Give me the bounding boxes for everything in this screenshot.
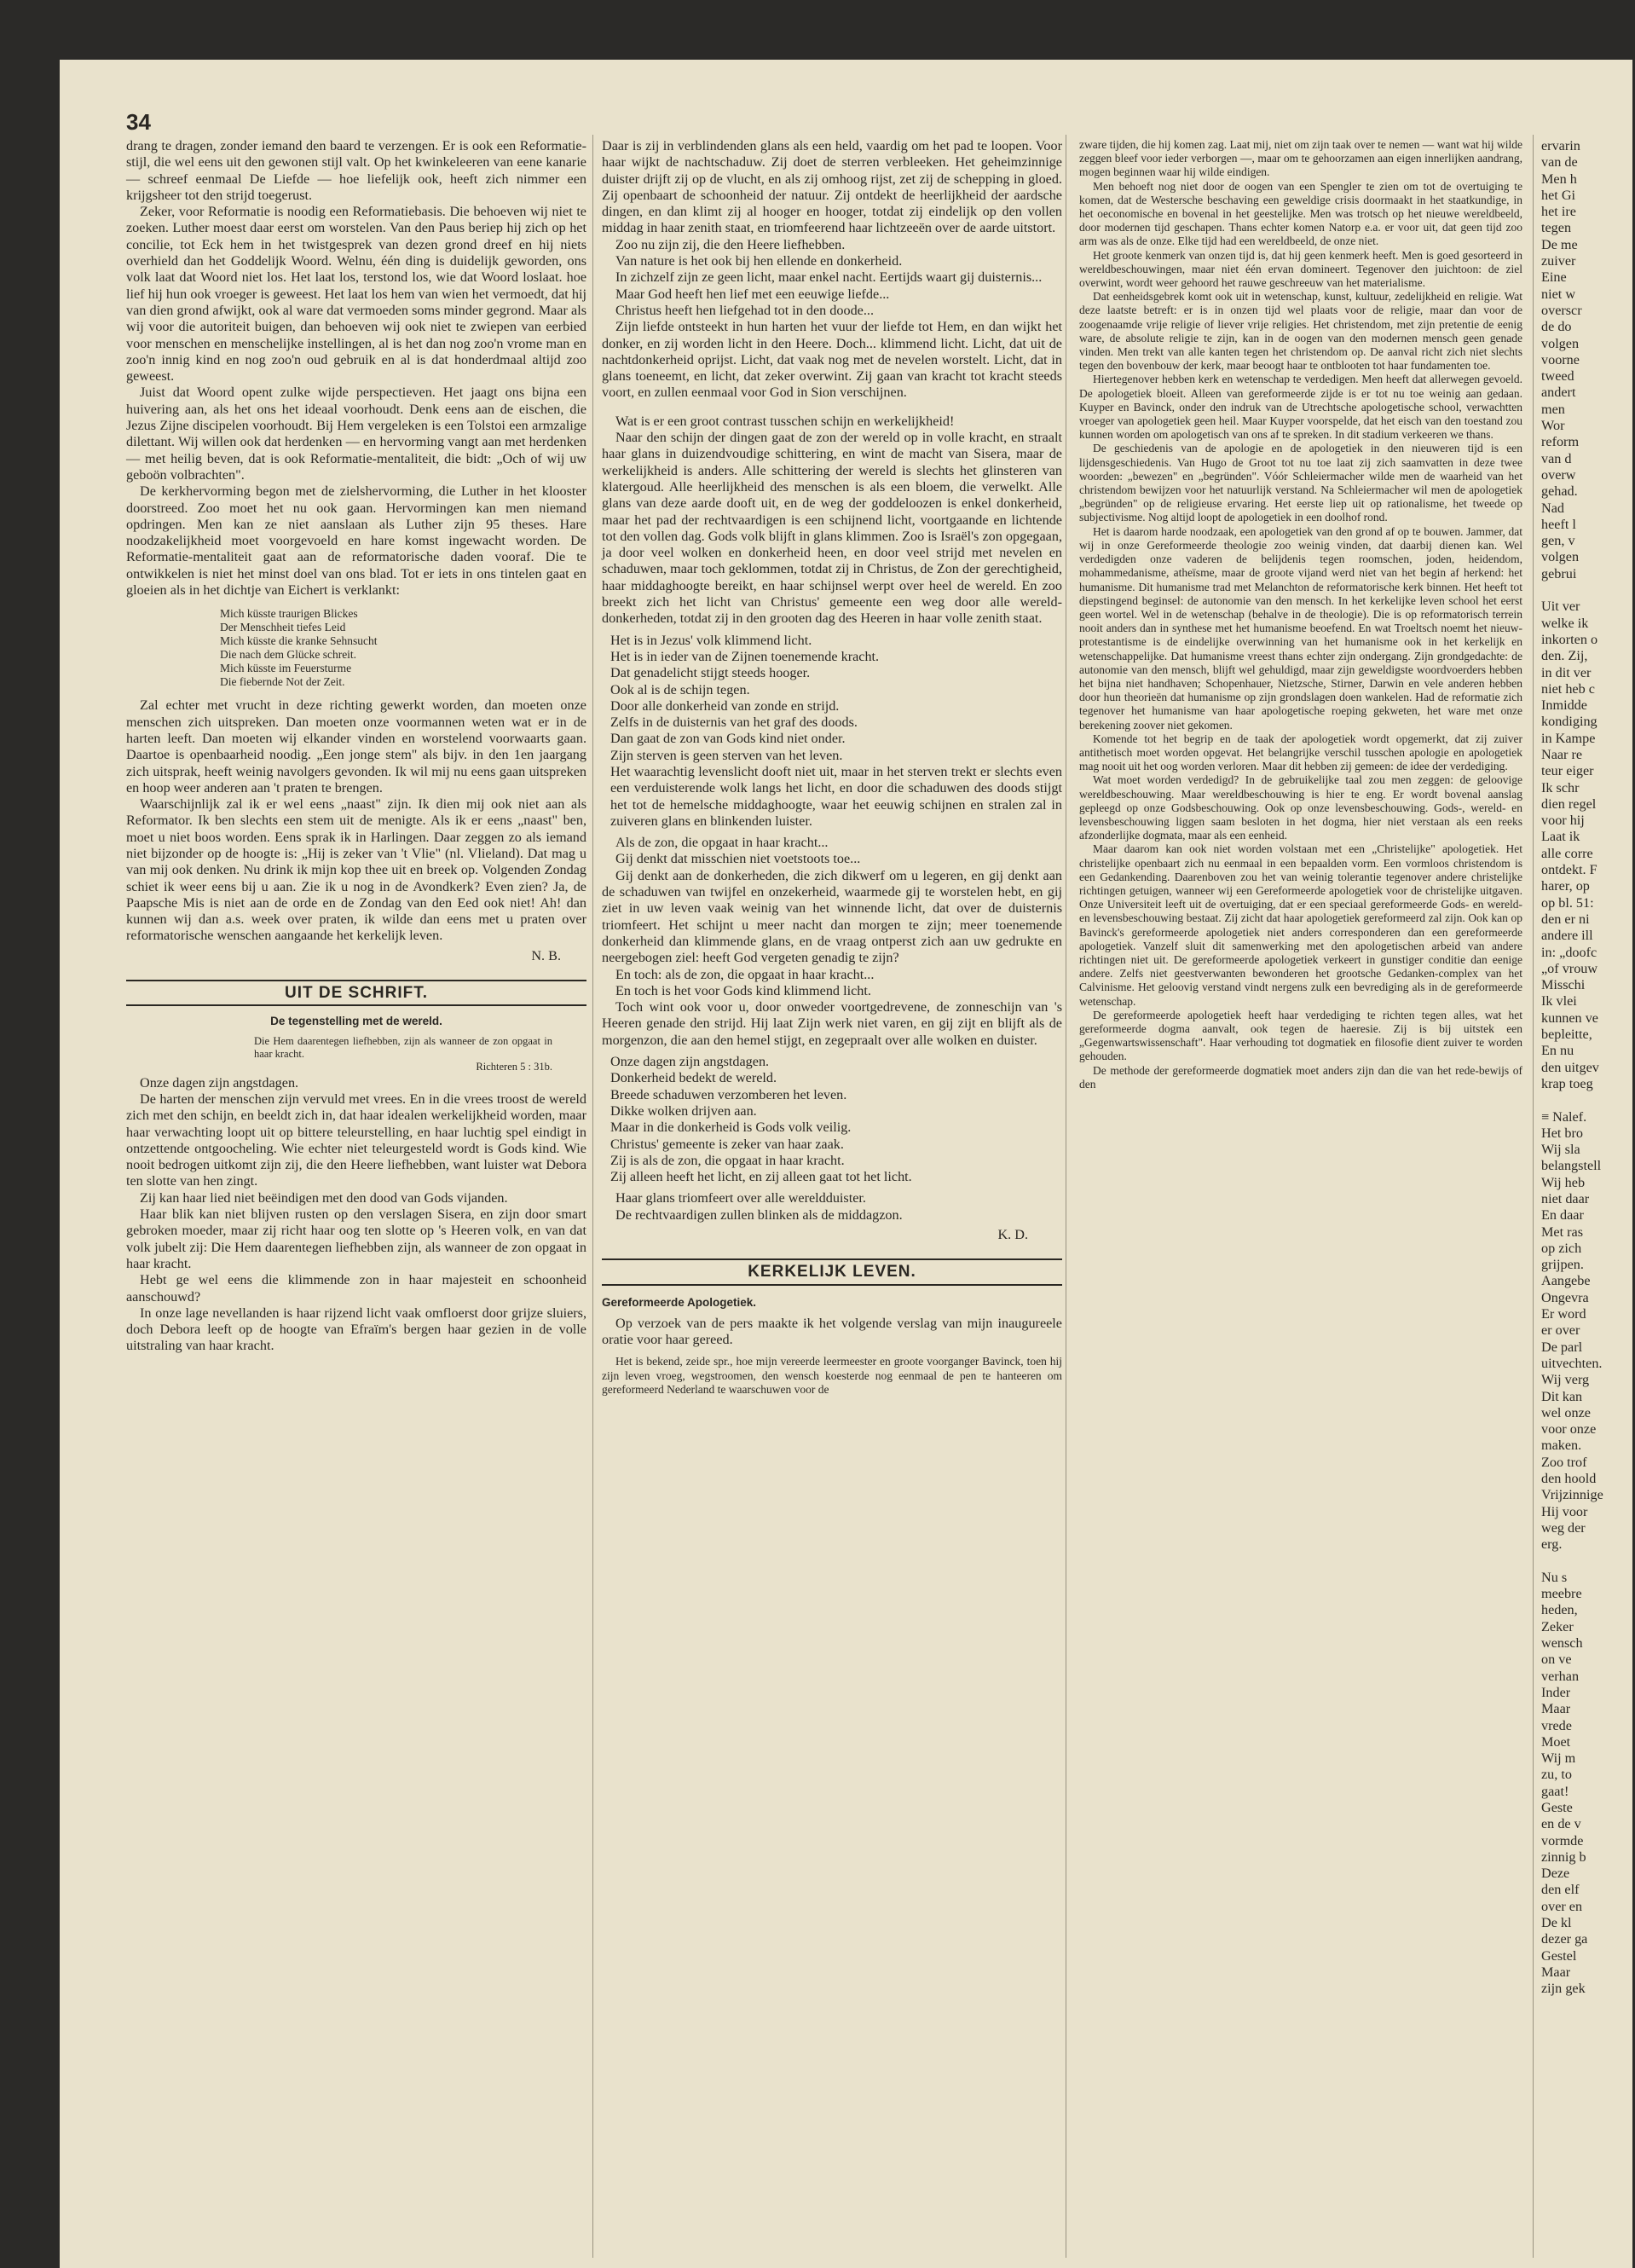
paragraph: Hiertegenover hebben kerk en wetenschap te verdedigen. Men heeft dat allerwegen gevoeld. De apologetiek bloeit. Alleen van gereformeerde zijde is er tot nu toe weinig aan gedaan. Kuyper en Bavinck, onder den indruk van de Utrechtsche apologetische school, verwachtten vroeger van apologetiek geen heil. Maar Kuyper voorspelde, dat het eisch van den toestand zou kunnen worden om apologetisch van ons af te spreken. In dit stadium verkeeren we thans. [1079, 373, 1522, 442]
text-line: Gestel [1541, 1947, 1577, 1964]
text-line: uitvechten. [1541, 1355, 1603, 1371]
text-line: Eine [1541, 269, 1567, 286]
text-line: Inmidde [1541, 697, 1587, 714]
paragraph: De harten der menschen zijn vervuld met vrees. En in die vrees troost de wereld zich met den schijn, en beeldt zich in, dat haar idealen werkelijkheid worden, maar haar verwachting loopt uit op bittere teleurstelling, en haar luchtig spel eindigt in ontzettende ontgoocheling. Wie echter niet teleurgesteld wordt is Gods kind. Wie nooit bedrogen uitkomt zijn zij, die den Heere liefhebben, want luister wat Debora ten slotte van hen zingt. [126, 1091, 586, 1189]
text-line: alle corre [1541, 845, 1593, 861]
text-line: inkorten o [1541, 631, 1598, 647]
verse-line: Dat genadelicht stijgt steeds hooger. [610, 665, 811, 681]
text-line: Wij m [1541, 1750, 1576, 1767]
text-line: den er ni [1541, 911, 1590, 927]
paragraph: Juist dat Woord opent zulke wijde perspectieven. Het jaagt ons bijna een huivering aan, als het ons het ideaal voorhoudt. Denk eens aan de eischen, die Jezus Zijne discipelen voorhoudt. Bij Hem vergeleken is een Tolstoi een armzalige dilettant. Wij willen ook dat herdenken — en hervorming vangt aan met herdenken — met heilig beven, dat is ook Reformatie-mentaliteit, die bidt: „Och of wij uw geboön volbrachten". [126, 385, 586, 483]
text-line: heeft l [1541, 516, 1576, 532]
paragraph: Zal echter met vrucht in deze richting gewerkt worden, dan moeten onze menschen zich uitspreken. Dan moeten onze voormannen weten wat er in de harten leeft. Dan moeten wij elkander vinden en worstelend voorwaarts gaan. Daartoe is openbaarheid noodig. „Een jonge stem" als bijv. in den 1en jaargang zich uitsprak, heeft weinig navolgers gevonden. Ik wil mij nu eens gaan uitspreken en hoop weer anderen aan 't praten te brengen. [126, 697, 586, 796]
paragraph: Het groote kenmerk van onzen tijd is, dat hij geen kenmerk heeft. Men is goed gesorteerd in wereldbeschouwingen, maar niet één ervan domineert. Tegenover den juichtoon: de ziel overwint, wordt weer gehoord het rauwe geschreeuw van het materialisme. [1079, 248, 1522, 290]
paragraph: Daar is zij in verblindenden glans als een held, vaardig om het pad te loopen. Voor haar wijkt de nachtschaduw. Zij doet de sterren verbleeken. Het geheimzinnige duister drijft zij op de vlucht, en als zij omhoog rijst, zet zij de schepping in gloed. Zij openbaart de schoonheid der natuur. Zij ontdekt de heerlijkheid der aardsche dingen, en dan klimt zij al hooger en hooger, totdat zij eindelijk op den vollen middag in haar zenith staat, en triomfeerend haar lichtzeeën over de aarde uitstort. [602, 138, 1062, 236]
text-line: de do [1541, 319, 1572, 335]
text-line: ontdekt. F [1541, 862, 1597, 878]
text-line: krap toeg [1541, 1075, 1593, 1091]
verse-block [610, 633, 1062, 830]
text-line: dien regel [1541, 796, 1597, 812]
text-line: Wor [1541, 418, 1565, 434]
verse-line: Ook al is de schijn tegen. [610, 681, 750, 697]
paragraph: Hebt ge wel eens die klimmende zon in haar majesteit en schoonheid aanschouwd? [126, 1272, 586, 1305]
paragraph: Van nature is het ook bij hen ellende en donkerheid. [615, 253, 903, 269]
paragraph: Waarschijnlijk zal ik er wel eens „naast" zijn. Ik dien mij ook niet aan als Reformator. Ik ben slechts een stem uit de menigte. Als ik er eens „naast" ben, moet u niet boos worden. Eens sprak ik in Harlingen. Daar zeggen zo als iemand niet bijzonder op de hoogte is: „Hij is zeker van 't Vlie" (nl. Vlieland). Dat mag u van mij ook denken. Nu drink ik mijn kop thee uit en breek op. Volgenden Zondag schiet ik weer eens bij u aan. Zie ik u nog in de Avondkerk? Even zien? Ja, de Paapsche Mis is niet aan de orde en de Zondag van den Eed ook niet! Ah! dan kunnen wij dan a.s. week over praten, ik wilde dan eens met u praten over reformatorische wenschen aangaande het kerkelijk leven. [126, 796, 586, 944]
article-title: De tegenstelling met de wereld. [270, 1015, 442, 1028]
text-line: wel onze [1541, 1404, 1591, 1420]
text-line: Laat ik [1541, 829, 1580, 845]
paragraph: Men behoeft nog niet door de oogen van een Spengler te zien om tot de overtuiging te komen, dat de Westersche beschaving een geweldige crisis doormaakt in het staatkundige, in het oeconomische en bovenal in het geestelijke. Men was trotsch op het nieuwe wereldbeeld, door modernen tijd geschapen. Thans echter komen Natorp e.a. er voor uit, dat geen tijd zoo arm was als de onze. Elke tijd had een wereldbeeld, de onze niet. [1079, 179, 1522, 248]
section-header: KERKELIJK LEVEN. [602, 1258, 1062, 1285]
verse-line: Het waarachtig levenslicht dooft niet uit, maar in het sterven trekt er slechts even een verduisterende wolk langs het licht, en door die schaduwen des doods stijgt het tot de hemelsche middaghoogte, waar het eeuwig schijnen en stralen zal in zuiveren glans en blinkenden luister. [610, 763, 1062, 829]
text-line: Met ras [1541, 1224, 1583, 1240]
text-line: kondiging [1541, 714, 1597, 730]
paragraph: Dat eenheidsgebrek komt ook uit in wetenschap, kunst, kultuur, zedelijkheid en religie. Wat deze laatste betreft: er is in onzen tijd wel plaats voor de religie, maar dan voor de zoogenaamde vrije religie of liever vrije religies. Het christendom, met zijn pretentie de eenig ware, de absolute religie te zijn, kan in de oogen van den modernen mensch geen genade vinden. Men trekt van alle kanten tegen het christendom op. De aanval richt zich niet slechts tegen den bovenbouw der kerk, maar beoogt haar te ontblooten tot haar fundamenten toe. [1079, 290, 1522, 373]
verse-line: Het is in ieder van de Zijnen toenemende kracht. [610, 648, 880, 664]
text-line: overscr [1541, 302, 1582, 318]
verse-block [610, 1054, 1062, 1185]
poem-line: Der Menschheit tiefes Leid [220, 621, 346, 634]
text-line: Wij heb [1541, 1174, 1586, 1190]
text-line: En daar [1541, 1207, 1584, 1224]
verse-line: Dan gaat de zon van Gods kind niet onder. [610, 731, 846, 747]
text-line: Maar [1541, 1964, 1571, 1980]
text-line: voor hij [1541, 813, 1585, 829]
verse-line: Donkerheid bedekt de wereld. [610, 1070, 777, 1086]
text-line: Misschi [1541, 977, 1586, 993]
text-line: meebre [1541, 1586, 1582, 1602]
text-line: niet w [1541, 286, 1576, 302]
text-line: den uitgev [1541, 1059, 1599, 1075]
paragraph: Toch wint ook voor u, door onweder voortgedrevene, de zonneschijn van 's Heeren genade den strijd. Hij laat Zijn werk niet varen, en gij zijt en blijft als de morgenzon, die aan den hemel stijgt, en zegepraalt over alle wolken en duister. [602, 999, 1062, 1048]
text-line: van de [1541, 154, 1578, 171]
text-line: maken. [1541, 1438, 1582, 1454]
motto-text: Die Hem daarentegen liefhebben, zijn als wanneer de zon opgaat in haar kracht. [254, 1034, 552, 1060]
text-line: „of vrouw [1541, 960, 1598, 976]
text-line: Dit kan [1541, 1388, 1583, 1404]
text-line [1541, 1092, 1635, 1108]
text-line: het ire [1541, 204, 1576, 220]
page-number: 34 [126, 109, 151, 135]
text-line: vormde [1541, 1832, 1584, 1849]
verse-line: Zij is als de zon, die opgaat in haar kracht. [610, 1152, 845, 1168]
verse-line: Christus' gemeente is zeker van haar zaak. [610, 1136, 844, 1152]
text-line: van d [1541, 450, 1572, 466]
text-line: De parl [1541, 1339, 1583, 1355]
column-divider [592, 135, 593, 2258]
paragraph: In zichzelf zijn ze geen licht, maar enkel nacht. Eertijds waart gij duisternis... [615, 269, 1043, 286]
paragraph: Zijn liefde ontsteekt in hun harten het vuur der liefde tot Hem, en dan wijkt het donker, en zij worden licht in den Heere. Doch... klimmend licht. Licht, dat uit de nachtdonkerheid oprijst. Licht, dat vaak nog met de nevelen worstelt. Licht, dat in glans toeneemt, en licht, dat zeker overwint. Zij gaan van kracht tot kracht steeds voort, en zullen eenmaal voor God in Sion verschijnen. [602, 319, 1062, 401]
text-line: zinnig b [1541, 1849, 1586, 1865]
text-line: verhan [1541, 1668, 1580, 1684]
text-line: niet heb c [1541, 680, 1595, 697]
section-header: UIT DE SCHRIFT. [126, 980, 586, 1006]
paragraph: Zij kan haar lied niet beëindigen met den dood van Gods vijanden. [140, 1189, 508, 1206]
text-line: zijn gek [1541, 1981, 1586, 1997]
text-line: Er word [1541, 1306, 1586, 1322]
text-line: gaat! [1541, 1783, 1569, 1799]
text-line: Aangebe [1541, 1273, 1591, 1289]
paragraph: De methode der gereformeerde dogmatiek moet anders zijn dan die van het rede-bewijs of den [1079, 1063, 1522, 1091]
paragraph: De rechtvaardigen zullen blinken als de middagzon. [615, 1206, 903, 1223]
newspaper-page [60, 60, 1632, 2268]
verse-line: Het is in Jezus' volk klimmend licht. [610, 632, 812, 648]
verse-line: Door alle donkerheid van zonde en strijd. [610, 697, 840, 714]
text-line: heden, [1541, 1602, 1578, 1618]
text-line: andert [1541, 385, 1576, 401]
poem-line: Mich küsste die kranke Sehnsucht [220, 634, 378, 648]
text-line: reform [1541, 434, 1580, 450]
text-line: Het bro [1541, 1125, 1583, 1141]
text-line: Wij verg [1541, 1372, 1590, 1388]
paragraph: Het is daarom harde noodzaak, een apologetiek van den grond af op te bouwen. Jammer, dat wij in onze Gereformeerde theologie zoo weinig vinden, dat daarbij dienen kan. Wel verdedigden onze vaderen de belijdenis tegen roomschen, joden, heidendom, mohammedanisme, atheïsme, maar de groote vijand werd niet van het begin af herkend: het humanisme. Dit humanisme trad met Melanchton de reformatorische kerk binnen. Het heeft tot diepstingend beginsel: de autonomie van den mensch. In het kerkelijke leven school het eerst geen wortel. Wel in de wetenschap (behalve in de theologie). Die is op reformatorisch terrein nooit anders dan in synthese met het humanisme beoefend. En wat Troeltsch noemt het nieuw-protestantisme is de eindelijke overwinning van het humanisme ook in het kerkelijk en wetenschappelijke. Dat humanisme vreest thans echter zijn ondergang. Zijn grondgedachte: de autonomie van den mensch, blijft wel gehuldigd, maar zijn geweldigste woordvoerders hebben het bijna niet handhaven; Schopenhauer, Nietzsche, Stirner, Darwin en vele anderen hebben door hun theorieën dat humanisme op zijn grondslagen doen wankelen. Had de reformatie zich tegenover het humanisme van haar apologetische roeping gekweten, het ware met onze berekening zoover niet gekomen. [1079, 524, 1522, 732]
paragraph: Haar glans triomfeert over alle wereldduister. [615, 1190, 866, 1206]
text-line: Ik schr [1541, 779, 1580, 796]
text-line: in Kampe [1541, 730, 1596, 746]
text-line: op zich [1541, 1240, 1582, 1256]
paragraph: Maar God heeft hen lief met een eeuwige liefde... [615, 286, 890, 302]
text-line: en de v [1541, 1816, 1581, 1832]
article-title: Gereformeerde Apologetiek. [602, 1295, 757, 1309]
text-line: den hoold [1541, 1471, 1597, 1487]
text-line: niet daar [1541, 1191, 1590, 1206]
paragraph: Gij denkt aan de donkerheden, die zich dikwerf om u legeren, en gij denkt aan de schaduwen van twijfel en onzekerheid, waarmede gij te worstelen hebt, en gij ziet in uw leven vaak weinig van het winnende licht, dat over de duisternis triomfeert. Het schijnt u meer nacht dan morgen te zijn; meer toenemende donkerheid dan klimmende glans, en de vraag ontperst zich aan uw gedrukte en neergebogen ziel: heeft God vergeten genadig te zijn? [602, 867, 1062, 966]
text-line: over en [1541, 1898, 1583, 1914]
verse-line: Dikke wolken drijven aan. [610, 1102, 757, 1119]
paragraph: En toch: als de zon, die opgaat in haar kracht... [615, 966, 875, 982]
paragraph: Haar blik kan niet blijven rusten op den verslagen Sisera, en zijn door smart gebroken moeder, maar zij richt haar oog ten slotte op 's Heeren volk, en van dat volk jubelt zij: Die Hem daarentegen liefhebben zijn, als wanneer de zon opgaat in haar kracht. [126, 1206, 586, 1271]
paragraph: Op verzoek van de pers maakte ik het volgende verslag van mijn inaugureele oratie voor haar gereed. [602, 1315, 1062, 1348]
motto-reference: Richteren 5 : 31b. [476, 1060, 552, 1073]
text-line: Hij voor [1541, 1503, 1588, 1519]
motto [254, 1035, 552, 1073]
text-line: erg. [1541, 1536, 1563, 1553]
column-divider [1533, 135, 1534, 2258]
text-line: tegen [1541, 220, 1572, 236]
text-line: Moet [1541, 1733, 1571, 1750]
text-line: er over [1541, 1322, 1580, 1339]
paragraph: Het is bekend, zeide spr., hoe mijn vereerde leermeester en groote voorganger Bavinck, toen hij zijn leven vroeg, wegstroomen, den wensch koesterde nog eenmaal de pen te hanteeren om gereformeerd Nederland te waarschuwen voor de [602, 1355, 1062, 1396]
paragraph: Onze dagen zijn angstdagen. [140, 1074, 299, 1091]
column-1 [126, 138, 586, 1355]
text-line: on ve [1541, 1652, 1572, 1668]
paragraph: De geschiedenis van de apologie en de apologetiek in den nieuweren tijd is een lijdensgeschiedenis. Van Hugo de Groot tot nu toe laat zij zich saamvatten in deze twee woorden: „bewezen" en „begründen". Vóór Schleiermacher wilde men de waarheid van het christendom bewijzen voor het natuurlijk verstand. Na Schleiermacher wil men de apologetiek „begründen" op de religieuse ervaring. Het eerste liep uit op rationalisme, het tweede op subjectivisme. Nog altijd loopt de apologetiek in een doolhof rond. [1079, 442, 1522, 524]
text-line: harer, op [1541, 878, 1590, 894]
text-line: dezer ga [1541, 1931, 1588, 1947]
text-line: volgen [1541, 335, 1580, 351]
text-line: Zoo trof [1541, 1454, 1587, 1470]
paragraph: Naar den schijn der dingen gaat de zon der wereld op in volle kracht, en straalt haar glans in duizendvoudige schittering, en wint de macht van Sisera, maar de werkelijkheid is anders. Alle schittering der wereld is slechts het glinsteren van klatergoud. Alle heerlijkheid des menschen is als een bloem, die verwelkt. Alle glans van deze aarde dooft uit, en de weg der goddeloozen is enkel donkerheid, maar het pad der rechtvaardigen is een schijnend licht, voortgaande en lichtende tot den vollen dag. Gods volk blijft in glans klimmen. Zoo is Israël's zon opgegaan, ja door veel wolken en donkerheid heen, en door veel strijd met nevelen en schaduwen, maar toch geklommen, totdat zij in Christus, de Zon der gerechtigheid, haar middaghoogte bereikt, en haar schijnsel werpt over heel de wereld. En zoo breekt zich het licht van Christus' gemeente een weg door alle wereld-donkerheden, totdat zij in den grooten dag des Heeren in haar volle zenith staat. [602, 430, 1062, 627]
verse-line: Zelfs in de duisternis van het graf des doods. [610, 715, 858, 731]
signature: N. B. [531, 947, 561, 963]
verse-line: Breede schaduwen verzomberen het leven. [610, 1086, 847, 1102]
paragraph: Komende tot het begrip en de taak der apologetiek wordt opgemerkt, dat zij zuiver antithetisch moet worden opgevat. Het belangrijke verschil tusschen apologie en apologetiek mag nooit uit het oog worden verloren. Maar dit hebben zij gemeen: de idee der verdediging. [1079, 732, 1522, 773]
paragraph: De kerkhervorming begon met de zielshervorming, die Luther in het klooster doorstreed. Zoo moet het nu ook gaan. Hervormingen kan men niemand opdringen. Men kan ze niet aanslaan als Luther zijn 95 theses. Hare noodzakelijkheid moet voorgevoeld en hare komst ingewacht worden. De Reformatie-mentaliteit gaat aan de reformatorische daden vooraf. Die te ontwikkelen is niet het minst doel van ons blad. Tot er iets in ons tintelen gaat en gloeien als in het dichtje van Eichert is verklankt: [126, 483, 586, 599]
text-line: volgen [1541, 549, 1580, 565]
text-line: zu, to [1541, 1767, 1572, 1783]
column-4-cropped [1541, 138, 1635, 1998]
text-line: welke ik [1541, 615, 1589, 631]
text-line: En nu [1541, 1043, 1574, 1059]
text-line: De kl [1541, 1915, 1572, 1931]
text-line: vrede [1541, 1717, 1572, 1733]
text-line: Deze [1541, 1866, 1570, 1882]
paragraph: Zoo nu zijn zij, die den Heere liefhebben. [615, 236, 846, 252]
text-line: Naar re [1541, 746, 1583, 762]
text-line: gen, v [1541, 533, 1575, 549]
text-line: in dit ver [1541, 664, 1592, 680]
paragraph: Zeker, voor Reformatie is noodig een Reformatiebasis. Die behoeven wij niet te zoeken. Luther moest daar eerst om worstelen. Van den Paus beriep hij zich op het concilie, tot Eck hem in het twistgesprek van dezen grond dreef en hij niets overhield dan het Goddelijk Woord. Welnu, één ding is duidelijk geworden, ons volk laat dat Woord niet los. Het laat los, terstond los, wie dat Woord loslaat. hoe lief hij hun ook vroeger is geweest. Het laat los hem van wien het vermoedt, dat hij van dien grond afwijkt, ook al ware dat vermoeden soms minder gegrond. Maar als wij voor die autoriteit buigen, dan behoeven wij ook niet te zwiepen van eerbied voor menschen en menschelijke instellingen, al is het dan nog zoo'n vrome man en zoo'n innig kind en nog zoo'n oud gebruik en al is dat honderdmaal altijd zoo geweest. [126, 204, 586, 385]
poem-line: Die fiebernde Not der Zeit. [220, 675, 345, 689]
text-line: zuiver [1541, 253, 1576, 269]
text-line: kunnen ve [1541, 1010, 1598, 1026]
paragraph: drang te dragen, zonder iemand den baard te verzengen. Er is ook een Reformatie-stijl, die wel eens uit den gewonen stijl valt. Op het kwinkeleeren van eene kanarie — schreef eenmaal De Liefde — hoe liefelijk ook, heeft zich nimmer een krijgsheer tot den strijd toegerust. [126, 138, 586, 203]
text-line: gehad. [1541, 483, 1578, 500]
text-line: grijpen. [1541, 1257, 1584, 1273]
text-line: Wij sla [1541, 1142, 1580, 1158]
poem-line: Mich küsste im Feuersturme [220, 662, 352, 675]
text-line: Geste [1541, 1799, 1573, 1815]
text-line: teur eiger [1541, 763, 1594, 779]
text-line [1541, 1553, 1635, 1570]
paragraph: Gij denkt dat misschien niet voetstoots toe... [615, 851, 861, 867]
poem [220, 607, 586, 689]
paragraph: De gereformeerde apologetiek heeft haar verdediging te richten tegen alles, wat het gereformeerde dogma aanvalt, ook tegen de haeresie. Zij is bij uitstek een „Gegenwartswissenschaft". Haar verhouding tot dogmatiek en filosofie dient zuiver te worden gehouden. [1079, 1008, 1522, 1063]
verse-line: Maar in die donkerheid is Gods volk veilig. [610, 1120, 852, 1136]
text-line: Uit ver [1541, 599, 1580, 615]
text-line: den. Zij, [1541, 648, 1588, 664]
paragraph: Als de zon, die opgaat in haar kracht... [615, 835, 829, 851]
verse-line: Onze dagen zijn angstdagen. [610, 1054, 770, 1070]
verse-line: Zij alleen heeft het licht, en zij alleen gaat tot het licht. [610, 1169, 912, 1185]
paragraph: zware tijden, die hij komen zag. Laat mij, niet om zijn taak over te nemen — want wat hij wilde zeggen bleef voor ieder verborgen —, maar om te gehoorzamen aan eigen innerlijken aandrang, mogen beginnen waar hij wilde eindigen. [1079, 138, 1522, 179]
text-line: bepleitte, [1541, 1027, 1592, 1043]
text-line: Zeker [1541, 1618, 1574, 1634]
text-line: in: „doofc [1541, 944, 1597, 960]
text-line: Nu s [1541, 1569, 1568, 1585]
signature: K. D. [997, 1227, 1028, 1242]
poem-line: Mich küsste traurigen Blickes [220, 607, 358, 621]
text-line: ervarin [1541, 138, 1580, 153]
text-line: men [1541, 401, 1565, 417]
text-line: andere ill [1541, 928, 1593, 944]
text-line: Men h [1541, 171, 1577, 187]
text-line: belangstell [1541, 1158, 1602, 1174]
paragraph: Wat is er een groot contrast tusschen schijn en werkelijkheid! [615, 413, 955, 429]
poem-line: Die nach dem Glücke schreit. [220, 648, 357, 662]
text-line: weg der [1541, 1519, 1586, 1536]
paragraph: Maar daarom kan ook niet worden volstaan met een „Christelijke" apologetiek. Het christelijke openbaart zich nu eenmaal in een bepaalden vorm. Een vormloos christendom is een Gedankending. Daarenboven zou het van weinig tolerantie tegenover andere christelijke richtingen getuigen, wanneer wij een Gereformeerde apologetiek voor de christelijke uitgaven. Onze Universiteit leeft uit de overtuiging, dat er een speciaal gereformeerde Gods- en wereld- en levensbeschouwing bestaat. Zij zicht dat haar apologetiek gereformeerd zal zijn. Ook kan op Bavinck's gereformeerde apologetiek niet anders corresponderen dan een gereformeerde apologetiek. Vanzelf sluit dit samenwerking met den apologetischen arbeid van andere richtingen niet uit. De gereformeerde apologetiek verkeert in gunstiger conditie dan eenige andere. Zelfs niet geestverwanten bewonderen het grootsche Gedanken-complex van het Calvinisme. Het geloovig verstand vindt nergens zulk een bevrediging als in de gereformeerde wetenschap. [1079, 842, 1522, 1008]
text-line: ≡ Nalef. [1541, 1108, 1587, 1125]
text-line: Maar [1541, 1701, 1571, 1717]
text-line: op bl. 51: [1541, 894, 1594, 911]
verse-line: Zijn sterven is geen sterven van het leven. [610, 747, 843, 763]
text-line: De me [1541, 236, 1578, 252]
text-line: Inder [1541, 1684, 1571, 1700]
paragraph: Christus heeft hen liefgehad tot in den doode... [615, 302, 874, 318]
text-line: voorne [1541, 351, 1580, 367]
text-line: voor onze [1541, 1421, 1597, 1438]
text-line [1541, 582, 1635, 599]
column-2 [602, 138, 1062, 1397]
paragraph: Wat moet worden verdedigd? In de gebruikelijke taal zou men zeggen: de geloovige wereldbeschouwing. Maar wereldbeschouwing is hier te eng. Er wordt bovenal aanslag gepleegd op onze Godsbeschouwing. Ook op onze levensbeschouwing. Gods-, wereld- en levensbeschouwing liggen saam besloten in het dogma, hier niet verstaan als een reeks afzonderlijke dogmata, maar als een eenheid. [1079, 773, 1522, 842]
text-line: den elf [1541, 1882, 1580, 1898]
text-line: wensch [1541, 1635, 1583, 1652]
paragraph: En toch is het voor Gods kind klimmend licht. [615, 982, 871, 998]
paragraph: In onze lage nevellanden is haar rijzend licht vaak omfloerst door grijze sluiers, doch Debora leeft op de hoogte van Efraïm's bergen haar gezien in de volle uitstraling van haar kracht. [126, 1305, 586, 1354]
text-line: Ongevra [1541, 1289, 1589, 1305]
text-line: Ik vlei [1541, 993, 1577, 1010]
text-line: Nad [1541, 500, 1564, 516]
text-line: tweed [1541, 368, 1574, 385]
text-line: gebrui [1541, 565, 1577, 581]
column-3 [1079, 138, 1522, 1091]
text-line: het Gi [1541, 187, 1576, 203]
text-line: overw [1541, 466, 1576, 483]
text-line: Vrijzinnige [1541, 1487, 1603, 1503]
